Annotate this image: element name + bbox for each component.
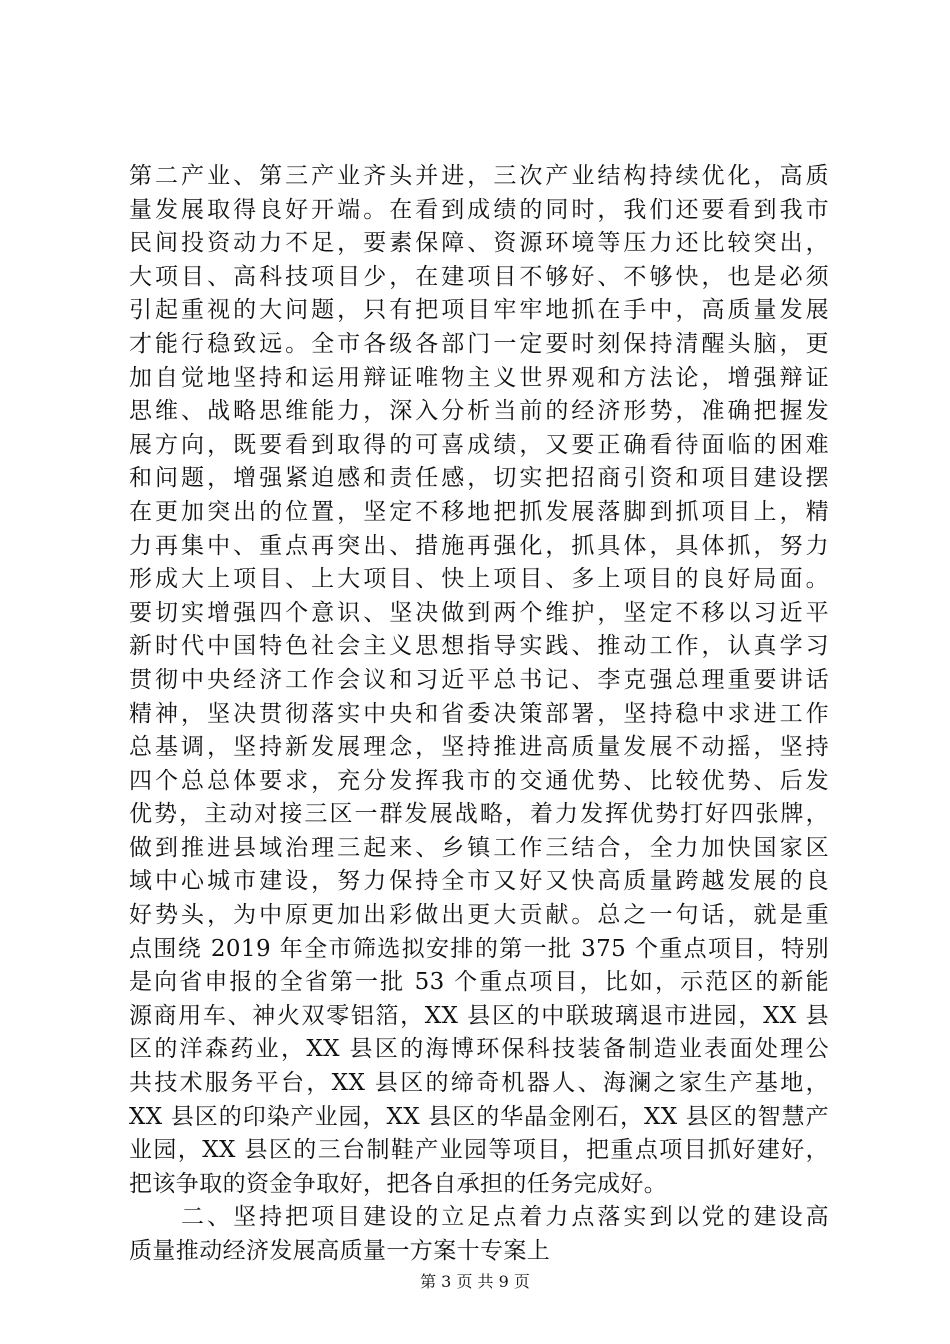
text-line: 在更加突出的位置，坚定不移地把抓发展落脚到抓项目上，精	[129, 498, 829, 525]
text-line: 力再集中、重点再突出、措施再强化，抓具体，具体抓，努力	[129, 532, 829, 559]
text-line: 民间投资动力不足，要素保障、资源环境等压力还比较突出，	[129, 230, 829, 257]
text-line: 形成大上项目、上大项目、快上项目、多上项目的良好局面。	[129, 566, 829, 593]
text-line: 大项目、高科技项目少，在建项目不够好、不够快，也是必须	[129, 263, 829, 290]
text-line: 总基调，坚持新发展理念，坚持推进高质量发展不动摇，坚持	[129, 734, 829, 761]
text-line: 把该争取的资金争取好，把各自承担的任务完成好。	[129, 1170, 668, 1197]
text-line: 优势，主动对接三区一群发展战略，着力发挥优势打好四张牌，	[129, 801, 829, 828]
text-line: 点围绕 2019 年全市筛选拟安排的第一批 375 个重点项目，特别	[129, 935, 829, 962]
text-line: 业园，XX 县区的三台制鞋产业园等项目，把重点项目抓好建好，	[129, 1137, 829, 1164]
body-text	[129, 160, 829, 1269]
text-line: 引起重视的大问题，只有把项目牢牢地抓在手中，高质量发展	[129, 297, 829, 324]
text-line: 二、坚持把项目建设的立足点着力点落实到以党的建设高	[129, 1204, 829, 1231]
text-line: 和问题，增强紧迫感和责任感，切实把招商引资和项目建设摆	[129, 465, 829, 492]
text-line: 才能行稳致远。全市各级各部门一定要时刻保持清醒头脑，更	[129, 330, 829, 357]
text-line: XX 县区的印染产业园，XX 县区的华晶金刚石，XX 县区的智慧产	[129, 1103, 829, 1130]
text-line: 新时代中国特色社会主义思想指导实践、推动工作，认真学习	[129, 633, 829, 660]
text-line: 精神，坚决贯彻落实中央和省委决策部署，坚持稳中求进工作	[129, 700, 829, 727]
text-line: 是向省申报的全省第一批 53 个重点项目，比如，示范区的新能	[129, 969, 829, 996]
text-line: 好势头，为中原更加出彩做出更大贡献。总之一句话，就是重	[129, 902, 829, 929]
text-line: 要切实增强四个意识、坚决做到两个维护，坚定不移以习近平	[129, 599, 829, 626]
text-line: 共技术服务平台，XX 县区的缔奇机器人、海澜之家生产基地，	[129, 1070, 829, 1097]
text-line: 四个总总体要求，充分发挥我市的交通优势、比较优势、后发	[129, 767, 829, 794]
page-footer: 第 3 页 共 9 页	[420, 1272, 530, 1291]
text-line: 展方向，既要看到取得的可喜成绩，又要正确看待面临的困难	[129, 431, 829, 458]
text-line: 第二产业、第三产业齐头并进，三次产业结构持续优化，高质	[129, 163, 829, 189]
text-line: 做到推进县域治理三起来、乡镇工作三结合，全力加快国家区	[129, 834, 829, 861]
text-line: 加自觉地坚持和运用辩证唯物主义世界观和方法论，增强辩证	[129, 364, 829, 391]
text-line: 质量推动经济发展高质量一方案十专案上	[129, 1238, 551, 1264]
text-line: 思维、战略思维能力，深入分析当前的经济形势，准确把握发	[129, 398, 829, 425]
text-line: 区的洋森药业，XX 县区的海博环保科技装备制造业表面处理公	[129, 1036, 829, 1063]
text-line: 贯彻中央经济工作会议和习近平总书记、李克强总理重要讲话	[129, 666, 829, 693]
text-line: 源商用车、神火双零铝箔，XX 县区的中联玻璃退市进园，XX 县	[129, 1002, 829, 1029]
text-line: 域中心城市建设，努力保持全市又好又快高质量跨越发展的良	[129, 868, 829, 895]
text-line: 量发展取得良好开端。在看到成绩的同时，我们还要看到我市	[129, 196, 829, 223]
